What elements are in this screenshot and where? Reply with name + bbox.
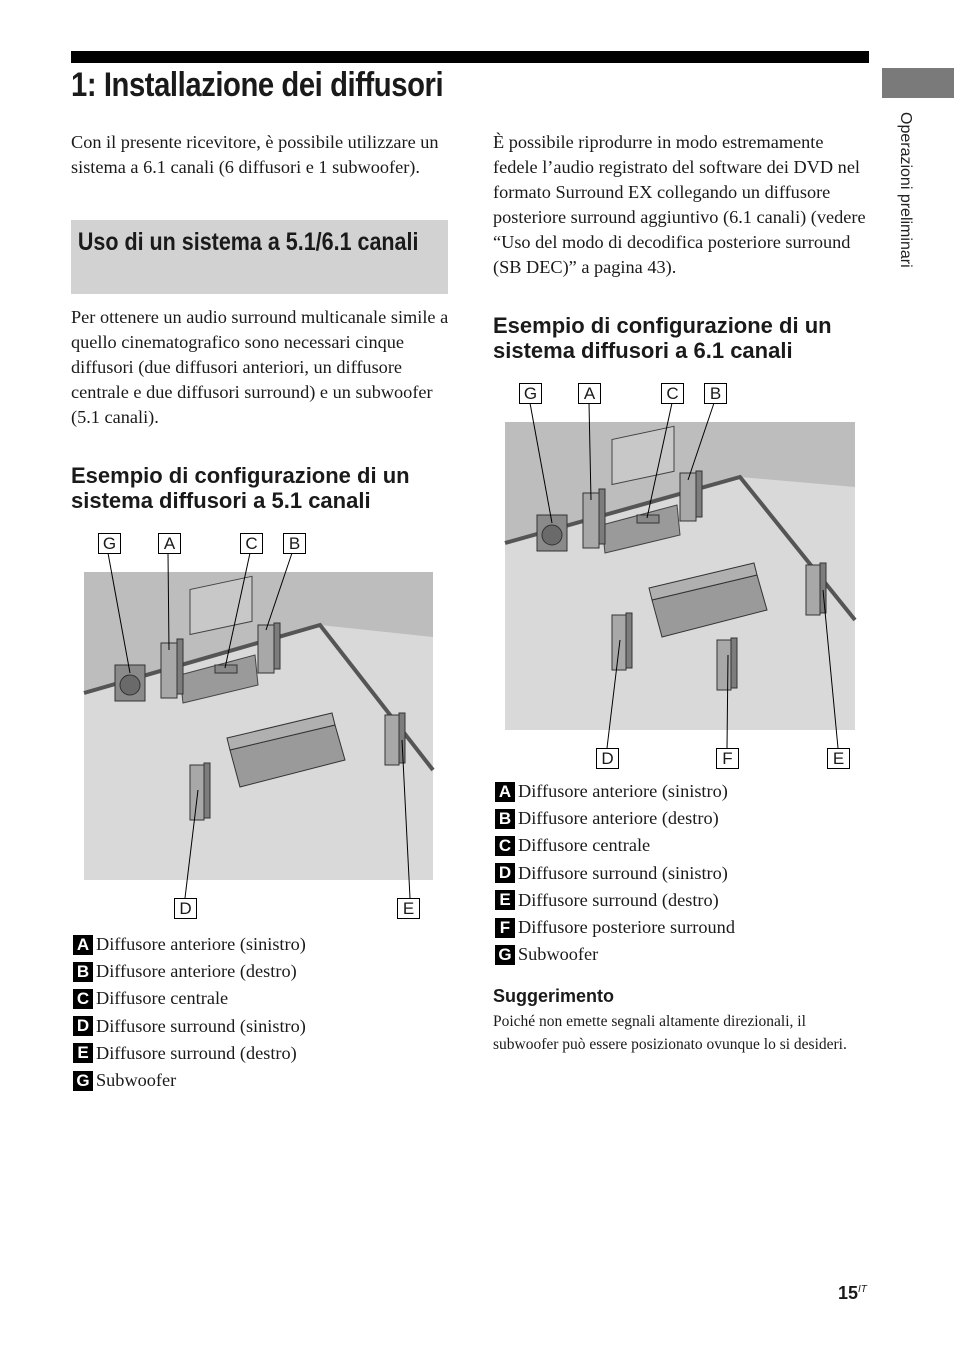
label-d-51: D: [174, 898, 197, 919]
section-body-paragraph: Per ottenere un audio surround multicanale simile a quello cinematografico sono necessari cinque diffusori (due diffusori anteriori, un diffusore centrale e due diffusori surround) e un subwoofer (5.1 canali).: [71, 307, 449, 427]
legend-item: A Diffusore anteriore (sinistro): [495, 778, 735, 805]
label-d-61: D: [596, 748, 619, 769]
label-a-51: A: [158, 533, 181, 554]
legend-item: E Diffusore surround (destro): [495, 887, 735, 914]
label-b-61: B: [704, 383, 727, 404]
tip-heading: Suggerimento: [493, 986, 615, 1006]
legend-item: B Diffusore anteriore (destro): [495, 805, 735, 832]
label-f-61: F: [716, 748, 739, 769]
legend-item: F Diffusore posteriore surround: [495, 914, 735, 941]
label-e-51: E: [397, 898, 420, 919]
label-c-51: C: [240, 533, 263, 554]
page-title: 1: Installazione dei diffusori: [71, 66, 444, 104]
legend-item: C Diffusore centrale: [495, 832, 735, 859]
label-e-61: E: [827, 748, 850, 769]
speaker-diagram-5-1: [70, 525, 445, 925]
legend-item: A Diffusore anteriore (sinistro): [73, 931, 306, 958]
legend-item: E Diffusore surround (destro): [73, 1040, 306, 1067]
label-g-51: G: [98, 533, 121, 554]
surround-left-speaker: [612, 615, 626, 670]
label-b-51: B: [283, 533, 306, 554]
legend-item: G Subwoofer: [73, 1067, 306, 1094]
legend-item: B Diffusore anteriore (destro): [73, 958, 306, 985]
speaker-diagram-6-1: [492, 375, 867, 775]
page-number: $15^{IT}$: [838, 1283, 867, 1303]
right-intro-paragraph: È possibile riprodurre in modo estremamente fedele l’audio registrato del software dei DVD nel formato Surround EX collegando un diffusore posteriore surround aggiuntivo (6.1 canali) (vedere “Uso del modo di decodifica posteriore surround (SB DEC)” a pagina 43).: [493, 132, 866, 277]
header-rule: [71, 51, 869, 63]
surround-right-speaker: [385, 715, 399, 765]
legend-61: [495, 778, 735, 968]
section-heading: Uso di un sistema a 5.1/6.1 canali: [77, 228, 419, 256]
label-a-61: A: [578, 383, 601, 404]
label-g-61: G: [519, 383, 542, 404]
center-speaker: [215, 665, 237, 673]
section-tab-marker: [882, 68, 954, 98]
front-left-speaker: [583, 493, 599, 548]
section-heading-box: [71, 220, 448, 294]
front-right-speaker: [258, 625, 274, 673]
front-left-speaker: [161, 643, 177, 698]
label-c-61: C: [661, 383, 684, 404]
left-intro-paragraph: Con il presente ricevitore, è possibile utilizzare un sistema a 6.1 canali (6 diffusori e 1 subwoofer).: [71, 132, 439, 177]
example-61-heading: Esempio di configurazione di un sistema diffusori a 6.1 canali: [493, 313, 832, 363]
legend-item: G Subwoofer: [495, 941, 735, 968]
surround-left-speaker: [190, 765, 204, 820]
legend-51: [73, 931, 306, 1094]
center-speaker: [637, 515, 659, 523]
surround-back-speaker: [717, 640, 731, 690]
legend-item: D Diffusore surround (sinistro): [73, 1013, 306, 1040]
surround-right-speaker: [806, 565, 820, 615]
tip-text: Poiché non emette segnali altamente direzionali, il subwoofer può essere posizionato ovunque lo si desideri.: [493, 1013, 847, 1053]
example-51-heading: Esempio di configurazione di un sistema diffusori a 5.1 canali: [71, 463, 410, 513]
front-right-speaker: [680, 473, 696, 521]
side-section-label: Operazioni preliminari: [897, 112, 914, 268]
legend-item: C Diffusore centrale: [73, 985, 306, 1012]
legend-item: D Diffusore surround (sinistro): [495, 860, 735, 887]
